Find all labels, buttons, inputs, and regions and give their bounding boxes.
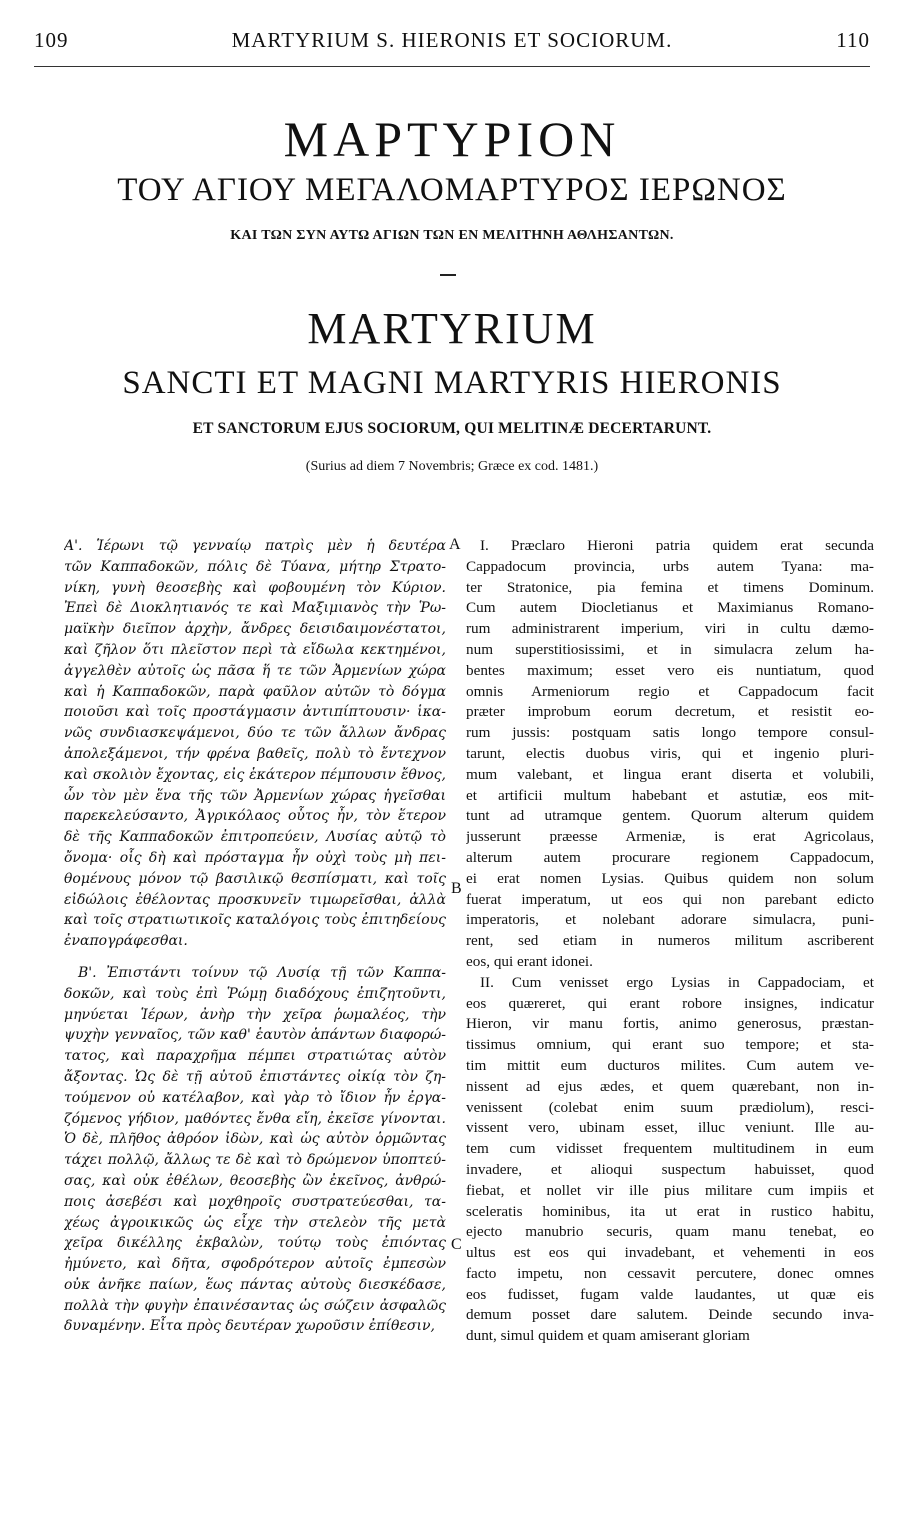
text-line: jusserunt præesse Armeniæ, is erat Agricolaus, <box>466 828 874 846</box>
margin-letter-c: C <box>451 1236 462 1253</box>
text-line: et artificii multum habebant et astutiæ, eos mit- <box>466 786 874 804</box>
text-line: χέως ἀγροικικῶς ὡς εἶχε τὴν στελεὸν τῆς μετὰ <box>64 1214 446 1231</box>
text-line: καὶ ζῆλον ὅτι πλεῖστον περὶ τὰ εἴδωλα κεκτημένοι, <box>64 641 446 658</box>
text-line: nissent ad ejus ædes, et quem quærebant, non in- <box>466 1077 874 1095</box>
text-line: Hieron, vir manu fortis, animo generosus, præstan- <box>466 1015 874 1033</box>
text-line: eos quæreret, qui erant robore insignes, indicatur <box>466 994 874 1012</box>
text-line: tem cum vidisset frequentem multitudinem in eum <box>466 1140 874 1158</box>
text-line: II. Cum venisset ergo Lysias in Cappadociam, et <box>480 973 874 991</box>
text-line: ἀπολεξάμενοι, τήν φρένα βαθεῖς, πολὺ τὸ ἔντεχνον <box>64 745 446 762</box>
text-line: rum administrarent imperium, viri in cultu dæmo- <box>466 620 874 638</box>
text-line: tarunt, electis duobus viris, qui et ingenio pluri- <box>466 744 874 762</box>
text-line: τατος, καὶ παραχρῆμα πέμπει στρατιώτας αὐτὸν <box>64 1048 446 1065</box>
greek-subtitle: ΤΟΥ ΑΓΙΟΥ ΜΕΓΑΛΟΜΑΡΤΥΡΟΣ ΙΕΡΩΝΟΣ <box>117 172 787 208</box>
text-line: alterum autem procurare regionem Cappadocum, <box>466 848 874 866</box>
latin-subtitle: SANCTI ET MAGNI MARTYRIS HIERONIS <box>122 365 782 401</box>
latin-subtitle-2: ET SANCTORUM EJUS SOCIORUM, QUI MELITINÆ DECERTARUNT. <box>192 420 712 437</box>
paragraph-gap <box>64 952 446 963</box>
text-line: invadere, et alioqui suspectum habuisset, quod <box>466 1160 874 1178</box>
text-line: Β'. Ἐπιστάντι τοίνυν τῷ Λυσίᾳ τῇ τῶν Καππα- <box>78 964 446 981</box>
greek-main-title: ΜΑΡΤΥΡΙΟΝ <box>283 111 621 167</box>
text-line: δὲ τῆς Καππαδοκῶν ἐπιτροπεύειν, Λυσίας αὐτῷ τὸ <box>64 829 446 846</box>
text-line: παρεκελεύσαντο, Ἀγρικόλαος οὗτος ἦν, τὸν ἕτερον <box>64 808 446 825</box>
text-line: fuerat imperatum, ut eos qui non parebant edicto <box>466 890 874 908</box>
text-line: Cappadocum provincia, urbs autem Tyana: ma- <box>466 557 874 575</box>
text-line: ποις ἀσεβέσι καὶ μοχθηροῖς συστρατεύεσθαι, τα- <box>64 1193 446 1210</box>
text-line: εἰδώλοις ἐθέλοντας προσκυνεῖν τιμωρεῖσθαι, ἀλλὰ <box>64 891 446 908</box>
text-line: πολλὰ τὴν φυγὴν ἐπαινέσαντας ὡς σώζειν ἀσφαλῶς <box>64 1297 446 1314</box>
running-title: MARTYRIUM S. HIERONIS ET SOCIORUM. <box>231 28 673 52</box>
text-line: δυναμένην. Εἶτα πρὸς δευτέραν χωροῦσιν ἐπίθεσιν, <box>64 1318 435 1335</box>
text-line: demum posset dare salutem. Deinde secundo inva- <box>466 1306 874 1324</box>
text-line: οὐκ ἀνῆκε παίων, ἕως πάντας αὐτοὺς διεσκέδασε, <box>64 1276 446 1293</box>
text-line: facto impetu, non cessavit percutere, donec omnes <box>466 1264 874 1282</box>
text-line: omnis Armeniorum regio et Cappadocum facit <box>466 682 874 700</box>
text-line: rent, sed etiam in numeros militum ascriberent <box>466 932 874 950</box>
text-line: θομένους μόνον τῷ βασιλικῷ θεσπίσματι, καὶ τοῖς <box>64 870 446 887</box>
latin-main-title: MARTYRIUM <box>307 304 597 353</box>
text-line: τούμενον οὐ κατέλαβον, καὶ γὰρ τὸ ἴδιον ἦν ἐργα- <box>64 1089 446 1106</box>
text-line: Α'. Ἱέρωνι τῷ γενναίῳ πατρὶς μὲν ἡ δευτέρα <box>64 538 446 554</box>
text-line: dunt, simul quidem et quam amiserant gloriam <box>466 1327 750 1345</box>
text-line: eos fudisset, fugam valde laudantes, ut quæ eis <box>466 1285 874 1303</box>
text-line: Cum autem Diocletianus et Maximianus Romano- <box>466 599 874 617</box>
title-separator <box>440 274 456 276</box>
text-line: ἐναπογράφεσθαι. <box>64 933 188 950</box>
text-line: ei erat nomen Lysias. Quibus quidem non solum <box>466 869 874 887</box>
text-line: σας, καὶ οὐκ ἐθέλων, θεοσεβὴς ὢν ἐκεῖνος, ἀνθρώ- <box>64 1172 446 1189</box>
text-line: fiebat, et nollet vir ille pius militare cum impiis et <box>466 1181 874 1199</box>
greek-text-column <box>64 536 446 1337</box>
text-line: tissimus omnium, qui erant suo tempore; et sta- <box>466 1036 874 1054</box>
text-line: rum jussis: postquam satis longo tempore consul- <box>466 724 874 742</box>
text-line: tim mittit eum ducturos milites. Cum autem ve- <box>466 1056 874 1074</box>
text-line: præter improbum eorum decretum, et resistit eo- <box>466 703 874 721</box>
text-line: ejecto manubrio securis, quam manu tenebat, eo <box>466 1223 874 1241</box>
page-number-right: 110 <box>836 28 870 52</box>
text-line: Ὁ δὲ, πλῆθος ἀθρόον ἰδὼν, καὶ ὡς αὐτὸν ὁρμῶντας <box>64 1131 446 1148</box>
running-header <box>34 28 870 62</box>
greek-subtitle-2: ΚΑΙ ΤΩΝ ΣΥΝ ΑΥΤΩ ΑΓΙΩΝ ΤΩΝ ΕΝ ΜΕΛΙΤΗΝΗ ΑΘΛΗΣΑΝΤΩΝ. <box>230 228 674 243</box>
text-line: vissent vero, ubinam esset, illuc veniunt. Ille au- <box>466 1119 874 1137</box>
latin-text-column <box>466 536 874 1347</box>
text-line: δοκῶν, καὶ τοὺς ἐπὶ Ῥώμῃ διαδόχους ἐπιζητοῦντι, <box>64 985 446 1002</box>
text-line: mum valebant, et lingua erant diserta et volubili, <box>466 765 874 783</box>
text-line: eos, qui erant idonei. <box>466 952 593 970</box>
margin-letter-a: A <box>449 536 461 553</box>
text-line: ὄνομα· οἷς δὴ καὶ πρόσταγμα ἦν οὐχὶ τοὺς μὴ πει- <box>64 849 446 866</box>
text-line: καὶ ἡ Καππαδοκῶν, παρὰ φαῦλον αὐτῶν τὸ δόγμα <box>64 683 446 700</box>
text-line: τάχει πολλῷ, ἄλλως τε δὲ καὶ τὸ δρώμενον ὑποπτεύ- <box>64 1152 446 1169</box>
text-line: νῶς συνδιασκεψάμενοι, δύο τε τῶν ἄλλων ἄνδρας <box>64 725 446 742</box>
text-line: ter Stratonice, pia femina et timens Dominum. <box>466 578 874 596</box>
text-line: χεῖρα δικέλλης ἐκβαλὼν, τούτῳ τοὺς ἐπιόντας <box>64 1235 446 1252</box>
text-line: καὶ τοῖς στρατιωτικοῖς καταλόγοις τοὺς ἐπιτηδείους <box>64 912 446 929</box>
text-line: μηνύεται Ἱέρων, ἀνὴρ τὴν χεῖρα ῥωμαλέος, τὴν <box>64 1006 446 1023</box>
header-rule <box>34 66 870 67</box>
text-line: I. Præclaro Hieroni patria quidem erat secunda <box>480 537 874 554</box>
source-note: (Surius ad diem 7 Novembris; Græce ex cod. 1481.) <box>305 459 599 474</box>
text-line: sceleratis hominibus, ita ut erat in rustico habitu, <box>466 1202 874 1220</box>
text-line: bentes maximum; esset vero eis nuntiatum, quod <box>466 661 874 679</box>
text-line: τῶν Καππαδοκῶν, πόλις δὲ Τύανα, μήτηρ Στρατο- <box>64 558 446 575</box>
text-line: ψυχὴν γενναῖος, τῶν καθ' ἑαυτὸν ἁπάντων διαφορώ- <box>64 1027 446 1044</box>
text-line: ἠμύνετο, καὶ δῆτα, σφοδρότερον αὐτοῖς ἐμπεσὼν <box>64 1256 446 1273</box>
page-number-left: 109 <box>34 28 69 52</box>
text-line: ποιοῦσι καὶ τοῖς προστάγμασιν ἀντιπίπτουσιν· ἱκα- <box>64 704 446 721</box>
text-line: νίκη, γυνὴ θεοσεβὴς καὶ φοβουμένη τὸν Κύριον. <box>64 579 446 596</box>
margin-letter-b: B <box>451 880 462 897</box>
text-line: μαϊκὴν διεῖπον ἀρχὴν, ἄνδρες δεισιδαιμονέστατοι, <box>64 621 446 638</box>
text-line: ἀγγελθὲν αὐτοῖς ὡς πᾶσα ἥ τε τῶν Ἀρμενίων χώρα <box>64 662 446 679</box>
text-line: tunt ad utramque gentem. Quorum alterum quidem <box>466 807 874 825</box>
text-line: ultus est eos qui invadebant, et vehementi in eos <box>466 1244 874 1262</box>
text-line: Ἐπεὶ δὲ Διοκλητιανός τε καὶ Μαξιμιανὸς τὴν Ῥω- <box>64 600 446 617</box>
text-line: ἄξοντας. Ὡς δὲ τῇ αὐτοῦ ἐπιστάντες οἰκίᾳ τὸν ζη- <box>64 1068 446 1085</box>
text-line: καὶ σκολιὸν ἔχοντας, εἰς ἑκάτερον πέμπουσιν ἔθνος, <box>64 766 446 783</box>
text-line: ζόμενος γήδιον, μαθόντες ἔνθα εἴη, ἐκεῖσε γίνονται. <box>64 1110 446 1127</box>
text-line: num superstitiosissimi, et in simulacra zelum ha- <box>466 640 874 658</box>
text-line: imperatoris, et nolebant adorare simulacra, puni- <box>466 911 874 929</box>
text-line: venissent (colebat enim suum prædiolum), resci- <box>466 1098 874 1116</box>
text-line: ὧν τὸν μὲν ἕνα τῆς τῶν Ἀρμενίων χώρας ἡγεῖσθαι <box>64 787 446 804</box>
